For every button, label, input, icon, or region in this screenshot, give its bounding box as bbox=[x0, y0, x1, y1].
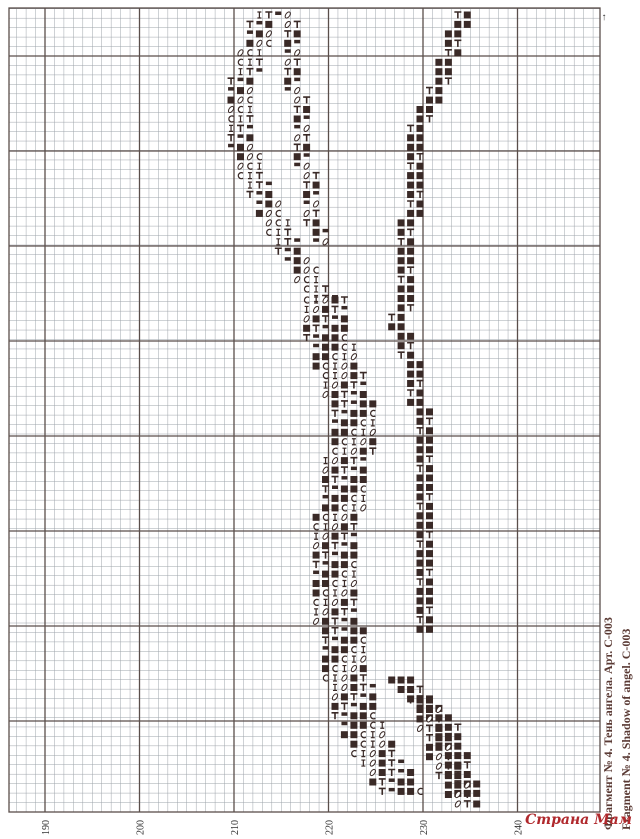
filled-square-symbol bbox=[388, 741, 395, 748]
filled-square-symbol bbox=[464, 752, 471, 759]
filled-square-symbol bbox=[445, 791, 452, 798]
filled-square-symbol bbox=[350, 476, 357, 483]
filled-square-symbol bbox=[341, 457, 348, 464]
filled-square-symbol bbox=[398, 677, 405, 684]
filled-square-symbol bbox=[322, 353, 329, 360]
filled-square-symbol bbox=[379, 750, 386, 757]
filled-square-symbol bbox=[454, 752, 461, 759]
filled-square-symbol bbox=[426, 560, 433, 567]
filled-square-symbol bbox=[417, 493, 424, 500]
filled-square-symbol bbox=[350, 514, 357, 521]
filled-square-symbol bbox=[350, 419, 357, 426]
filled-square-symbol bbox=[332, 656, 339, 663]
filled-square-symbol bbox=[322, 504, 329, 511]
column-tick-label: 230 bbox=[419, 820, 430, 835]
filled-square-symbol bbox=[435, 68, 442, 75]
filled-square-symbol bbox=[350, 675, 357, 682]
filled-square-symbol bbox=[332, 504, 339, 511]
filled-square-symbol bbox=[398, 229, 405, 236]
filled-square-symbol bbox=[332, 325, 339, 332]
filled-square-symbol bbox=[332, 438, 339, 445]
filled-square-symbol bbox=[417, 106, 424, 113]
filled-square-symbol bbox=[388, 677, 395, 684]
filled-square-symbol bbox=[435, 744, 442, 751]
filled-square-symbol bbox=[379, 769, 386, 776]
filled-square-symbol bbox=[435, 78, 442, 85]
filled-square-symbol bbox=[426, 512, 433, 519]
filled-square-symbol bbox=[322, 580, 329, 587]
filled-square-symbol bbox=[350, 741, 357, 748]
filled-square-symbol bbox=[388, 323, 395, 330]
filled-square-symbol bbox=[350, 372, 357, 379]
filled-square-symbol bbox=[417, 163, 424, 170]
filled-square-symbol bbox=[313, 315, 320, 322]
filled-square-symbol bbox=[417, 371, 424, 378]
filled-square-symbol bbox=[322, 571, 329, 578]
filled-square-symbol bbox=[417, 715, 424, 722]
filled-square-symbol bbox=[303, 106, 310, 113]
filled-square-symbol bbox=[417, 201, 424, 208]
filled-square-symbol bbox=[322, 656, 329, 663]
filled-square-symbol bbox=[407, 153, 414, 160]
filled-square-symbol bbox=[426, 588, 433, 595]
filled-square-symbol bbox=[407, 248, 414, 255]
filled-square-symbol bbox=[407, 286, 414, 293]
filled-square-symbol bbox=[332, 495, 339, 502]
filled-square-symbol bbox=[426, 503, 433, 510]
filled-square-symbol bbox=[417, 706, 424, 713]
filled-square-symbol bbox=[379, 760, 386, 767]
filled-square-symbol bbox=[332, 391, 339, 398]
filled-square-symbol bbox=[237, 87, 244, 94]
filled-square-symbol bbox=[407, 257, 414, 264]
filled-square-symbol bbox=[454, 743, 461, 750]
filled-square-symbol bbox=[464, 12, 471, 19]
filled-square-symbol bbox=[398, 779, 405, 786]
filled-square-symbol bbox=[473, 801, 480, 808]
filled-square-symbol bbox=[350, 684, 357, 691]
filled-square-symbol bbox=[454, 49, 461, 56]
filled-square-symbol bbox=[417, 418, 424, 425]
filled-square-symbol bbox=[332, 297, 339, 304]
filled-square-symbol bbox=[369, 779, 376, 786]
filled-square-symbol bbox=[369, 400, 376, 407]
filled-square-symbol bbox=[435, 725, 442, 732]
filled-square-symbol bbox=[265, 201, 272, 208]
filled-square-symbol bbox=[445, 40, 452, 47]
filled-square-symbol bbox=[332, 400, 339, 407]
filled-square-symbol bbox=[445, 59, 452, 66]
filled-square-symbol bbox=[426, 446, 433, 453]
filled-square-symbol bbox=[426, 744, 433, 751]
filled-square-symbol bbox=[407, 779, 414, 786]
filled-square-symbol bbox=[360, 722, 367, 729]
filled-square-symbol bbox=[322, 618, 329, 625]
filled-square-symbol bbox=[417, 588, 424, 595]
filled-square-symbol bbox=[341, 315, 348, 322]
filled-square-symbol bbox=[417, 399, 424, 406]
filled-square-symbol bbox=[237, 153, 244, 160]
filled-square-symbol bbox=[407, 182, 414, 189]
filled-square-symbol bbox=[294, 267, 301, 274]
filled-square-symbol bbox=[417, 597, 424, 604]
filled-square-symbol bbox=[426, 97, 433, 104]
filled-square-symbol bbox=[265, 191, 272, 198]
filled-square-symbol bbox=[426, 753, 433, 760]
filled-square-symbol bbox=[417, 484, 424, 491]
filled-square-symbol bbox=[294, 257, 301, 264]
column-tick-label: 210 bbox=[230, 820, 241, 835]
filled-square-symbol bbox=[350, 731, 357, 738]
filled-square-symbol bbox=[294, 248, 301, 255]
filled-square-symbol bbox=[341, 523, 348, 530]
filled-square-symbol bbox=[407, 295, 414, 302]
filled-square-symbol bbox=[426, 475, 433, 482]
filled-square-symbol bbox=[417, 569, 424, 576]
filled-square-symbol bbox=[426, 706, 433, 713]
column-tick-label: 200 bbox=[135, 820, 147, 835]
filled-square-symbol bbox=[407, 219, 414, 226]
filled-square-symbol bbox=[398, 257, 405, 264]
filled-square-symbol bbox=[417, 182, 424, 189]
filled-square-symbol bbox=[407, 380, 414, 387]
filled-square-symbol bbox=[417, 390, 424, 397]
filled-square-symbol bbox=[407, 788, 414, 795]
filled-square-symbol bbox=[473, 781, 480, 788]
filled-square-symbol bbox=[464, 771, 471, 778]
filled-square-symbol bbox=[398, 219, 405, 226]
filled-square-symbol bbox=[464, 21, 471, 28]
filled-square-symbol bbox=[417, 172, 424, 179]
filled-square-symbol bbox=[407, 238, 414, 245]
filled-square-symbol bbox=[313, 353, 320, 360]
filled-square-symbol bbox=[398, 323, 405, 330]
filled-square-symbol bbox=[407, 399, 414, 406]
filled-square-symbol bbox=[426, 550, 433, 557]
filled-square-symbol bbox=[454, 763, 461, 770]
filled-square-symbol bbox=[417, 456, 424, 463]
filled-square-symbol bbox=[303, 325, 310, 332]
filled-square-symbol bbox=[246, 40, 253, 47]
filled-square-symbol bbox=[313, 514, 320, 521]
filled-square-symbol bbox=[294, 116, 301, 123]
filled-square-symbol bbox=[417, 134, 424, 141]
filled-square-symbol bbox=[407, 352, 414, 359]
filled-square-symbol bbox=[332, 608, 339, 615]
filled-square-symbol bbox=[360, 665, 367, 672]
filled-square-symbol bbox=[360, 391, 367, 398]
filled-square-symbol bbox=[350, 618, 357, 625]
filled-square-symbol bbox=[398, 788, 405, 795]
filled-square-symbol bbox=[322, 542, 329, 549]
filled-square-symbol bbox=[284, 40, 291, 47]
filled-square-symbol bbox=[417, 361, 424, 368]
filled-square-symbol bbox=[417, 560, 424, 567]
filled-square-symbol bbox=[294, 68, 301, 75]
filled-square-symbol bbox=[445, 782, 452, 789]
filled-square-symbol bbox=[350, 363, 357, 370]
filled-square-symbol bbox=[426, 408, 433, 415]
filled-square-symbol bbox=[360, 476, 367, 483]
filled-square-symbol bbox=[407, 769, 414, 776]
filled-square-symbol bbox=[369, 693, 376, 700]
filled-square-symbol bbox=[426, 427, 433, 434]
filled-square-symbol bbox=[303, 191, 310, 198]
filled-square-symbol bbox=[454, 30, 461, 37]
filled-square-symbol bbox=[341, 382, 348, 389]
filled-square-symbol bbox=[398, 267, 405, 274]
filled-square-symbol bbox=[350, 722, 357, 729]
filled-square-symbol bbox=[322, 476, 329, 483]
filled-square-symbol bbox=[445, 724, 452, 731]
filled-square-symbol bbox=[369, 438, 376, 445]
filled-square-symbol bbox=[341, 646, 348, 653]
filled-square-symbol bbox=[417, 116, 424, 123]
filled-square-symbol bbox=[332, 646, 339, 653]
filled-square-symbol bbox=[332, 334, 339, 341]
filled-square-symbol bbox=[435, 59, 442, 66]
filled-square-symbol bbox=[313, 182, 320, 189]
filled-square-symbol bbox=[426, 465, 433, 472]
filled-square-symbol bbox=[322, 334, 329, 341]
filled-square-symbol bbox=[435, 87, 442, 94]
filled-square-symbol bbox=[473, 790, 480, 797]
filled-square-symbol bbox=[426, 616, 433, 623]
filled-square-symbol bbox=[341, 599, 348, 606]
filled-square-symbol bbox=[398, 686, 405, 693]
filled-square-symbol bbox=[332, 533, 339, 540]
column-tick-label: 240 bbox=[513, 820, 525, 835]
filled-square-symbol bbox=[417, 437, 424, 444]
filled-square-symbol bbox=[341, 486, 348, 493]
filled-square-symbol bbox=[417, 210, 424, 217]
filled-square-symbol bbox=[417, 550, 424, 557]
filled-square-symbol bbox=[313, 552, 320, 559]
filled-square-symbol bbox=[246, 134, 253, 141]
filled-square-symbol bbox=[350, 410, 357, 417]
filled-square-symbol bbox=[417, 446, 424, 453]
filled-square-symbol bbox=[426, 522, 433, 529]
filled-square-symbol bbox=[313, 229, 320, 236]
filled-square-symbol bbox=[322, 306, 329, 313]
filled-square-symbol bbox=[454, 21, 461, 28]
filled-square-symbol bbox=[426, 697, 433, 704]
filled-square-symbol bbox=[322, 627, 329, 634]
filled-square-symbol bbox=[341, 495, 348, 502]
watermark-logo: Страна Мам bbox=[525, 812, 632, 828]
filled-square-symbol bbox=[341, 731, 348, 738]
filled-square-symbol bbox=[454, 772, 461, 779]
filled-square-symbol bbox=[398, 248, 405, 255]
filled-square-symbol bbox=[426, 626, 433, 633]
filled-square-symbol bbox=[369, 703, 376, 710]
filled-square-symbol bbox=[228, 97, 235, 104]
filled-square-symbol bbox=[445, 734, 452, 741]
filled-square-symbol bbox=[445, 68, 452, 75]
filled-square-symbol bbox=[294, 30, 301, 37]
filled-square-symbol bbox=[407, 191, 414, 198]
filled-square-symbol bbox=[426, 106, 433, 113]
filled-square-symbol bbox=[360, 703, 367, 710]
filled-square-symbol bbox=[265, 21, 272, 28]
filled-square-symbol bbox=[341, 561, 348, 568]
filled-square-symbol bbox=[417, 522, 424, 529]
filled-square-symbol bbox=[398, 314, 405, 321]
filled-square-symbol bbox=[332, 429, 339, 436]
filled-square-symbol bbox=[303, 144, 310, 151]
filled-square-symbol bbox=[360, 712, 367, 719]
filled-square-symbol bbox=[332, 344, 339, 351]
filled-square-symbol bbox=[407, 144, 414, 151]
filled-square-symbol bbox=[426, 597, 433, 604]
filled-square-symbol bbox=[417, 125, 424, 132]
filled-square-symbol bbox=[445, 772, 452, 779]
filled-square-symbol bbox=[294, 153, 301, 160]
filled-square-symbol bbox=[341, 637, 348, 644]
filled-square-symbol bbox=[426, 579, 433, 586]
caption-russian: Фрагмент № 4. Тень ангела. Арт. С-003 bbox=[601, 617, 615, 830]
filled-square-symbol bbox=[237, 144, 244, 151]
filled-square-symbol bbox=[350, 542, 357, 549]
filled-square-symbol bbox=[332, 561, 339, 568]
filled-square-symbol bbox=[426, 541, 433, 548]
filled-square-symbol bbox=[332, 571, 339, 578]
filled-square-symbol bbox=[407, 686, 414, 693]
filled-square-symbol bbox=[407, 371, 414, 378]
filled-square-symbol bbox=[398, 342, 405, 349]
filled-square-symbol bbox=[332, 467, 339, 474]
filled-square-symbol bbox=[360, 448, 367, 455]
filled-square-symbol bbox=[417, 697, 424, 704]
filled-square-symbol bbox=[322, 344, 329, 351]
column-tick-label: 190 bbox=[41, 820, 52, 835]
filled-square-symbol bbox=[445, 714, 452, 721]
filled-square-symbol bbox=[445, 30, 452, 37]
filled-square-symbol bbox=[332, 703, 339, 710]
filled-square-symbol bbox=[284, 78, 291, 85]
filled-square-symbol bbox=[322, 665, 329, 672]
filled-square-symbol bbox=[435, 97, 442, 104]
filled-square-symbol bbox=[398, 304, 405, 311]
filled-square-symbol bbox=[398, 333, 405, 340]
filled-square-symbol bbox=[454, 782, 461, 789]
filled-square-symbol bbox=[350, 590, 357, 597]
filled-square-symbol bbox=[341, 419, 348, 426]
filled-square-symbol bbox=[426, 484, 433, 491]
filled-square-symbol bbox=[417, 475, 424, 482]
center-arrow-icon: ↑ bbox=[601, 12, 607, 23]
filled-square-symbol bbox=[350, 627, 357, 634]
filled-square-symbol bbox=[341, 429, 348, 436]
filled-square-symbol bbox=[313, 363, 320, 370]
filled-square-symbol bbox=[360, 400, 367, 407]
filled-square-symbol bbox=[350, 552, 357, 559]
filled-square-symbol bbox=[350, 637, 357, 644]
filled-square-symbol bbox=[417, 531, 424, 538]
filled-square-symbol bbox=[417, 408, 424, 415]
filled-square-symbol bbox=[313, 580, 320, 587]
filled-square-symbol bbox=[341, 693, 348, 700]
filled-square-symbol bbox=[341, 552, 348, 559]
filled-square-symbol bbox=[426, 437, 433, 444]
filled-square-symbol bbox=[407, 134, 414, 141]
filled-square-symbol bbox=[407, 172, 414, 179]
caption-english: Fragment № 4. Shadow of angel. C-003 bbox=[619, 628, 633, 830]
filled-square-symbol bbox=[407, 333, 414, 340]
filled-square-symbol bbox=[417, 144, 424, 151]
filled-square-symbol bbox=[360, 410, 367, 417]
filled-square-symbol bbox=[398, 286, 405, 293]
filled-square-symbol bbox=[407, 276, 414, 283]
filled-square-symbol bbox=[350, 486, 357, 493]
filled-square-symbol bbox=[454, 733, 461, 740]
filled-square-symbol bbox=[407, 210, 414, 217]
filled-square-symbol bbox=[256, 30, 263, 37]
filled-square-symbol bbox=[313, 219, 320, 226]
filled-square-symbol bbox=[360, 627, 367, 634]
filled-square-symbol bbox=[256, 210, 263, 217]
filled-square-symbol bbox=[246, 78, 253, 85]
filled-square-symbol bbox=[417, 626, 424, 633]
filled-square-symbol bbox=[398, 295, 405, 302]
column-tick-label: 220 bbox=[324, 820, 336, 835]
filled-square-symbol bbox=[313, 590, 320, 597]
filled-square-symbol bbox=[407, 361, 414, 368]
filled-square-symbol bbox=[341, 325, 348, 332]
filled-square-symbol bbox=[417, 512, 424, 519]
filled-square-symbol bbox=[360, 467, 367, 474]
filled-square-symbol bbox=[350, 712, 357, 719]
filled-square-symbol bbox=[435, 734, 442, 741]
filled-square-symbol bbox=[407, 677, 414, 684]
filled-square-symbol bbox=[417, 607, 424, 614]
